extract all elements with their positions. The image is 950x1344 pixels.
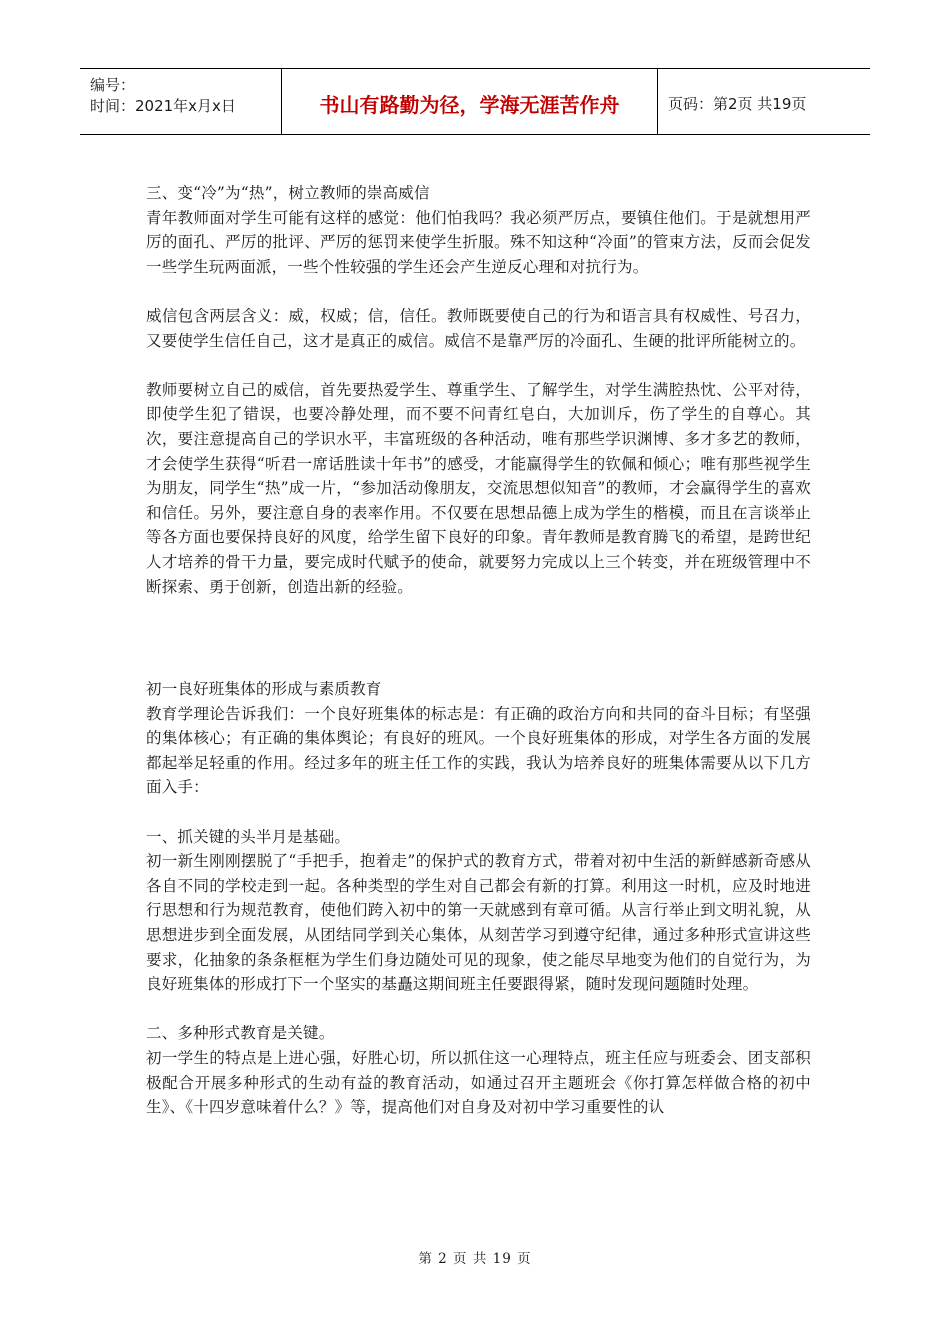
header-meta (80, 69, 282, 134)
point-heading: 二、多种形式教育是关键。 (146, 1024, 335, 1043)
paragraph: 青年教师面对学生可能有这样的感觉：他们怕我吗？我必须严厉点，要镇住他们。于是就想用严厉的面孔、严厉的批评、严厉的惩罚来使学生折服。殊不知这种“冷面”的管束方法，反而会促发一些学生玩两面派，一些个性较强的学生还会产生逆反心理和对抗行为。 (146, 208, 811, 276)
serial-label: 编号： (90, 76, 136, 94)
page-footer: 第 2 页 共 19 页 (418, 1251, 532, 1267)
document-body (146, 181, 811, 1120)
header-page-info: 页码：第2页 共19页 (668, 95, 807, 113)
section-heading: 三、变“冷”为“热”，树立教师的崇高威信 (146, 184, 430, 202)
page-header (80, 68, 870, 135)
paragraph: 初一学生的特点是上进心强，好胜心切，所以抓住这一心理特点，班主任应与班委会、团支部积极配合开展多种形式的生动有益的教育活动，如通过召开主题班会《你打算怎样做合格的初中生》、《十四岁意味着什么？》等，提高他们对自身及对初中学习重要性的认 (146, 1049, 811, 1117)
paragraph: 教师要树立自己的威信，首先要热爱学生、尊重学生、了解学生，对学生满腔热忱、公平对待，即使学生犯了错误，也要冷静处理，而不要不问青红皂白，大加训斥，伤了学生的自尊心。其次，要注意提高自己的学识水平，丰富班级的各种活动，唯有那些学识渊博、多才多艺的教师，才会使学生获得“听君一席话胜读十年书”的感受，才能赢得学生的钦佩和倾心；唯有那些视学生为朋友，同学生“热”成一片，“参加活动像朋友，交流思想似知音”的教师，才会赢得学生的喜欢和信任。另外，要注意自身的表率作用。不仅要在思想品德上成为学生的楷模，而且在言谈举止等各方面也要保持良好的风度，给学生留下良好的印象。青年教师是教育腾飞的希望，是跨世纪人才培养的骨干力量，要完成时代赋予的使命，就要努力完成以上三个转变，并在班级管理中不断探索、勇于创新，创造出新的经验。 (146, 380, 811, 596)
paragraph: 教育学理论告诉我们：一个良好班集体的标志是：有正确的政治方向和共同的奋斗目标；有坚强的集体核心；有正确的集体舆论；有良好的班风。一个良好班集体的形成，对学生各方面的发展都起举足轻重的作用。经过多年的班主任工作的实践，我认为培养良好的班集体需要从以下几方面入手： (146, 704, 811, 797)
paragraph: 威信包含两层含义：威，权威；信，信任。教师既要使自己的行为和语言具有权威性、号召力，又要使学生信任自己，这才是真正的威信。威信不是靠严厉的冷面孔、生硬的批评所能树立的。 (146, 306, 811, 350)
article-title: 初一良好班集体的形成与素质教育 (146, 680, 382, 699)
point-heading: 一、抓关键的头半月是基础。 (146, 827, 351, 846)
header-motto: 书山有路勤为径，学海无涯苦作舟 (282, 69, 658, 134)
date-label: 时间：2021年x月x日 (90, 97, 236, 115)
paragraph: 初一新生刚刚摆脱了“手把手，抱着走”的保护式的教育方式，带着对初中生活的新鲜感新奇感从各自不同的学校走到一起。各种类型的学生对自己都会有新的打算。利用这一时机，应及时地进行思想和行为规范教育，使他们跨入初中的第一天就感到有章可循。从言行举止到文明礼貌，从思想进步到全面发展，从团结同学到关心集体，从刻苦学习到遵守纪律，通过多种形式宣讲这些要求，化抽象的条条框框为学生们身边随处可见的现象，使之能尽早地变为他们的自觉行为，为良好班集体的形成打下一个坚实的基矗这期间班主任要跟得紧，随时发现问题随时处理。 (146, 852, 811, 994)
